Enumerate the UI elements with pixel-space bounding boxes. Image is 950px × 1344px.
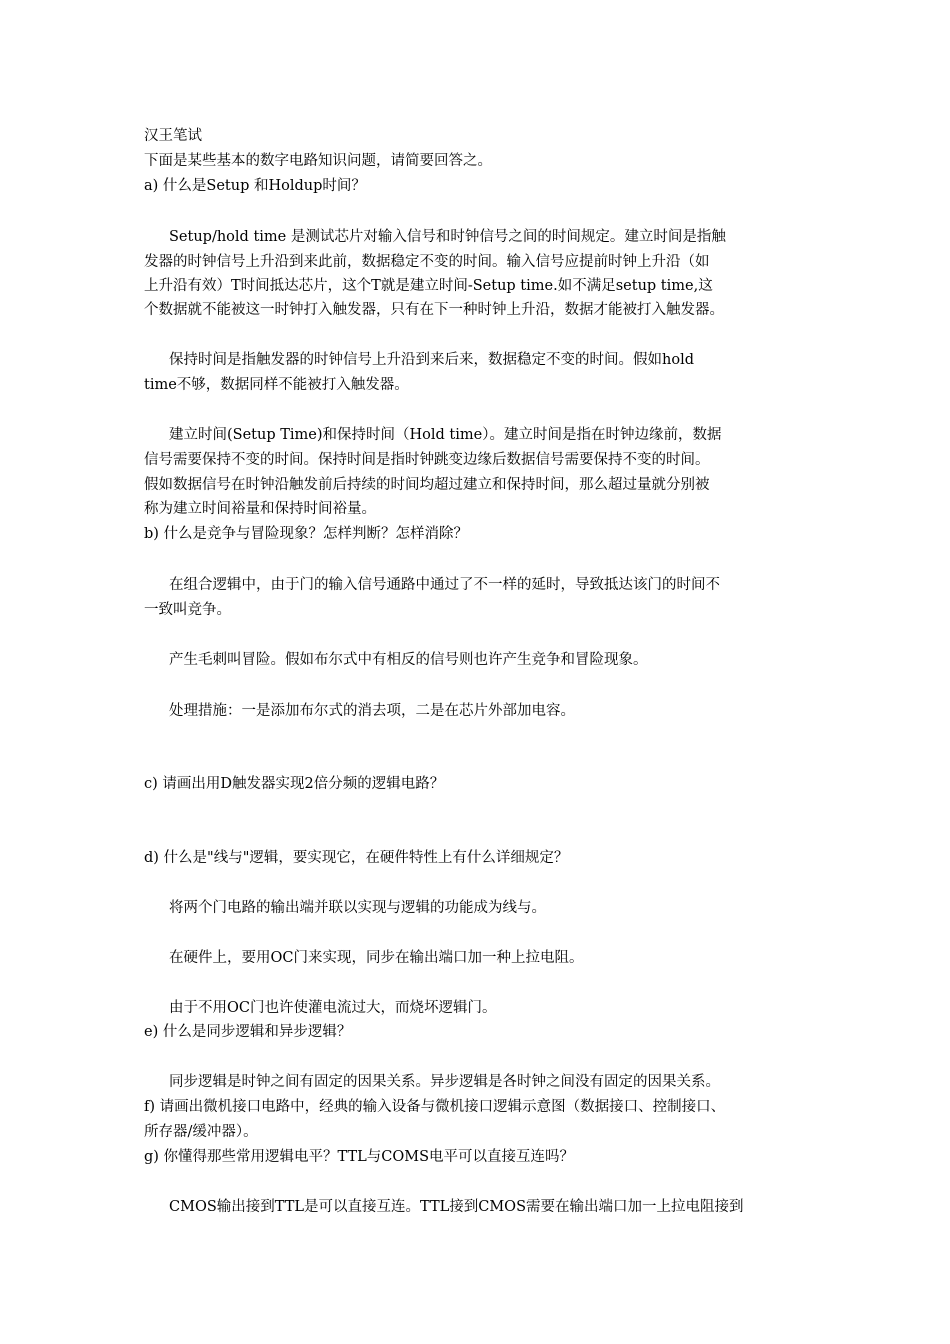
- answer-a-p2-line2: time不够，数据同样不能被打入触发器。: [144, 377, 409, 393]
- answer-d-p2: 在硬件上，要用OC门来实现，同步在输出端口加一种上拉电阻。: [169, 950, 584, 966]
- answer-b-p2: 产生毛刺叫冒险。假如布尔式中有相反的信号则也许产生竞争和冒险现象。: [169, 652, 648, 668]
- question-g: g) 你懂得那些常用逻辑电平？TTL与COMS电平可以直接互连吗？: [144, 1149, 575, 1165]
- answer-a-p1-line4: 个数据就不能被这一时钟打入触发器，只有在下一种时钟上升沿，数据才能被打入触发器。: [144, 302, 724, 318]
- question-c: c) 请画出用D触发器实现2倍分频的逻辑电路？: [144, 776, 445, 792]
- document-title: 汉王笔试: [144, 128, 202, 144]
- answer-b-p3: 处理措施：一是添加布尔式的消去项，二是在芯片外部加电容。: [169, 703, 575, 719]
- answer-g-p1: CMOS输出接到TTL是可以直接互连。TTL接到CMOS需要在输出端口加一上拉电阻接到: [169, 1199, 744, 1215]
- intro-text: 下面是某些基本的数字电路知识问题，请简要回答之。: [144, 153, 492, 169]
- question-f-line1: f) 请画出微机接口电路中，经典的输入设备与微机接口逻辑示意图（数据接口、控制接口、: [144, 1099, 726, 1115]
- answer-d-p3: 由于不用OC门也许使灌电流过大，而烧坏逻辑门。: [169, 1000, 497, 1016]
- answer-a-p1-line1: Setup/hold time 是测试芯片对输入信号和时钟信号之间的时间规定。建立时间是指触: [169, 229, 726, 245]
- question-f-line2: 所存器/缓冲器）。: [144, 1124, 258, 1140]
- question-e: e) 什么是同步逻辑和异步逻辑？: [144, 1024, 352, 1040]
- answer-a-p3-line4: 称为建立时间裕量和保持时间裕量。: [144, 501, 376, 517]
- answer-a-p1-line2: 发器的时钟信号上升沿到来此前，数据稳定不变的时间。输入信号应提前时钟上升沿（如: [144, 254, 710, 270]
- answer-a-p3-line3: 假如数据信号在时钟沿触发前后持续的时间均超过建立和保持时间，那么超过量就分别被: [144, 477, 710, 493]
- answer-b-p1-line2: 一致叫竞争。: [144, 602, 231, 618]
- answer-b-p1-line1: 在组合逻辑中，由于门的输入信号通路中通过了不一样的延时，导致抵达该门的时间不: [169, 577, 720, 593]
- answer-d-p1: 将两个门电路的输出端并联以实现与逻辑的功能成为线与。: [169, 900, 546, 916]
- question-d: d) 什么是"线与"逻辑，要实现它，在硬件特性上有什么详细规定？: [144, 850, 569, 866]
- answer-e-p1: 同步逻辑是时钟之间有固定的因果关系。异步逻辑是各时钟之间没有固定的因果关系。: [169, 1074, 720, 1090]
- question-a: a) 什么是Setup 和Holdup时间？: [144, 178, 366, 194]
- answer-a-p2-line1: 保持时间是指触发器的时钟信号上升沿到来后来，数据稳定不变的时间。假如hold: [169, 352, 694, 368]
- answer-a-p3-line1: 建立时间(Setup Time)和保持时间（Hold time）。建立时间是指在时钟边缘前，数据: [169, 427, 722, 443]
- answer-a-p1-line3: 上升沿有效）T时间抵达芯片，这个T就是建立时间-Setup time.如不满足setup time,这: [144, 278, 713, 294]
- answer-a-p3-line2: 信号需要保持不变的时间。保持时间是指时钟跳变边缘后数据信号需要保持不变的时间。: [144, 452, 710, 468]
- question-b: b) 什么是竞争与冒险现象？怎样判断？怎样消除？: [144, 526, 469, 542]
